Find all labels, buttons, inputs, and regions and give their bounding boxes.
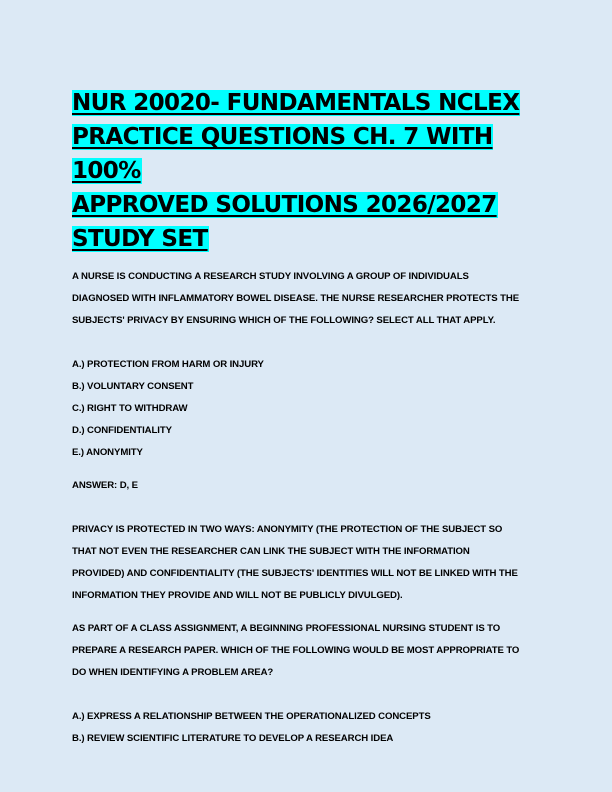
question-1-line-3: SUBJECTS' PRIVACY BY ENSURING WHICH OF THE FOLLOWING? SELECT ALL THAT APPLY. — [72, 315, 496, 326]
question-1-line-2: DIAGNOSED WITH INFLAMMATORY BOWEL DISEASE. THE NURSE RESEARCHER PROTECTS THE — [72, 293, 520, 304]
question-2-options — [72, 706, 542, 750]
title-line-4: STUDY SET — [72, 226, 208, 252]
question-2-line-2: PREPARE A RESEARCH PAPER. WHICH OF THE FOLLOWING WOULD BE MOST APPROPRIATE TO — [72, 645, 520, 656]
question-1-options — [72, 354, 542, 464]
question-1-option-e: E.) ANONYMITY — [72, 447, 143, 458]
question-1-line-1: A NURSE IS CONDUCTING A RESEARCH STUDY INVOLVING A GROUP OF INDIVIDUALS — [72, 271, 469, 282]
question-1-answer: ANSWER: D, E — [72, 480, 138, 491]
question-2-option-a: A.) EXPRESS A RELATIONSHIP BETWEEN THE OPERATIONALIZED CONCEPTS — [72, 711, 431, 722]
rationale-line-2: THAT NOT EVEN THE RESEARCHER CAN LINK THE SUBJECT WITH THE INFORMATION — [72, 546, 470, 557]
question-2-option-b: B.) REVIEW SCIENTIFIC LITERATURE TO DEVELOP A RESEARCH IDEA — [72, 733, 394, 744]
title-line-2: PRACTICE QUESTIONS CH. 7 WITH 100% — [72, 124, 493, 184]
rationale-line-3: PROVIDED) AND CONFIDENTIALITY (THE SUBJECTS' IDENTITIES WILL NOT BE LINKED WITH THE — [72, 568, 518, 579]
question-2-text — [72, 618, 542, 684]
question-1-option-c: C.) RIGHT TO WITHDRAW — [72, 403, 188, 414]
title-line-1: NUR 20020- FUNDAMENTALS NCLEX — [72, 90, 520, 116]
question-1-option-a: A.) PROTECTION FROM HARM OR INJURY — [72, 359, 264, 370]
question-2-line-3: DO WHEN IDENTIFYING A PROBLEM AREA? — [72, 667, 274, 678]
rationale-line-1: PRIVACY IS PROTECTED IN TWO WAYS: ANONYMITY (THE PROTECTION OF THE SUBJECT SO — [72, 524, 503, 535]
document-page — [72, 86, 542, 750]
question-1-option-b: B.) VOLUNTARY CONSENT — [72, 381, 194, 392]
question-1-rationale — [72, 519, 542, 607]
question-1-option-d: D.) CONFIDENTIALITY — [72, 425, 172, 436]
question-1-text — [72, 266, 542, 332]
question-2-line-1: AS PART OF A CLASS ASSIGNMENT, A BEGINNING PROFESSIONAL NURSING STUDENT IS TO — [72, 623, 501, 634]
rationale-line-4: INFORMATION THEY PROVIDE AND WILL NOT BE PUBLICLY DIVULGED). — [72, 590, 403, 601]
document-title — [72, 86, 542, 256]
title-line-3: APPROVED SOLUTIONS 2026/2027 — [72, 192, 497, 218]
